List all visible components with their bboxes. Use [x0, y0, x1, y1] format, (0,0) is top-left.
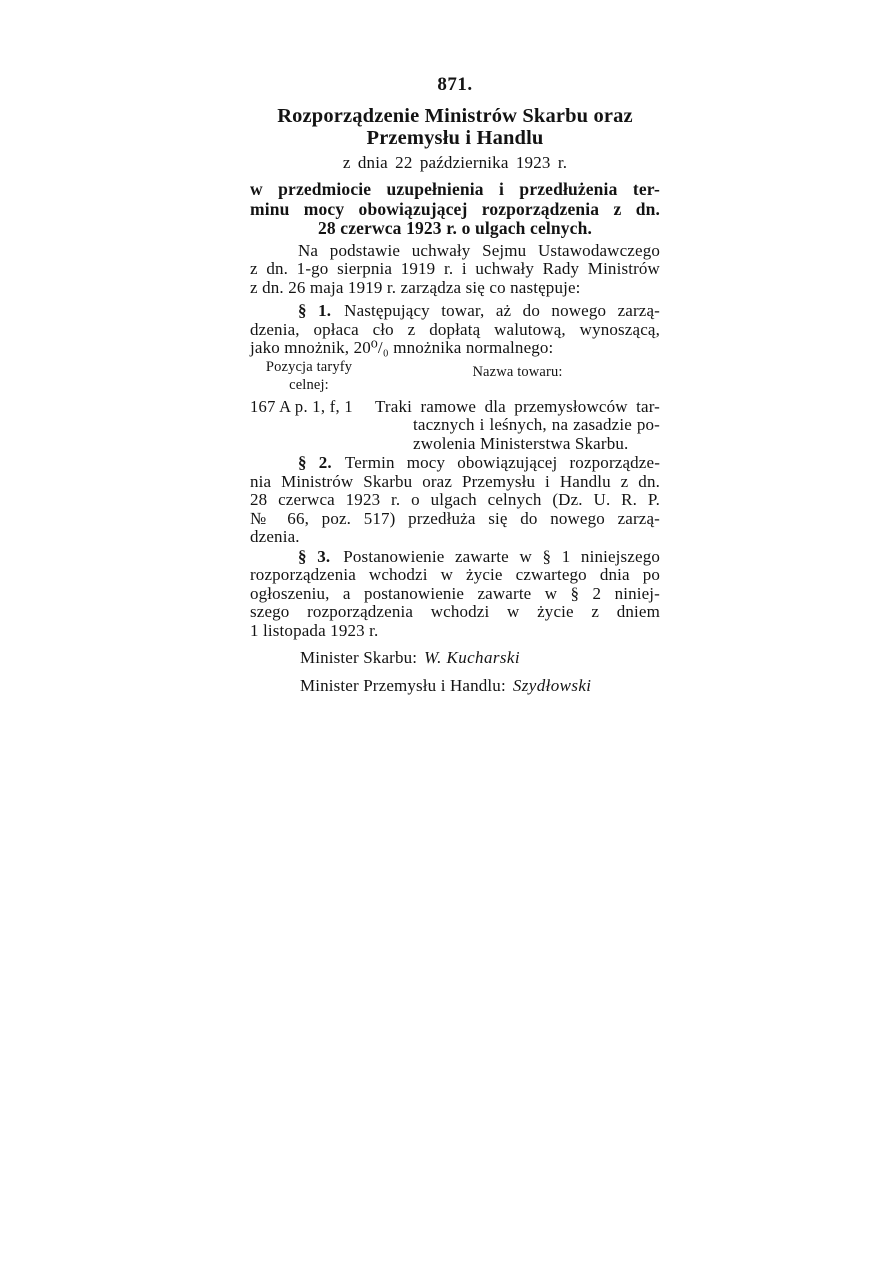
- paragraph-line: jako mnożnik, 20⁰/₀ mnożnika normalnego:: [250, 338, 554, 357]
- description-line: Traki ramowe dla przemysłowców tar-: [375, 396, 660, 416]
- paragraph-line: 1 listopada 1923 r.: [250, 620, 379, 640]
- section-marker: § 2.: [298, 453, 332, 472]
- paragraph-line: szego rozporządzenia wchodzi w życie z dniem: [250, 602, 660, 621]
- minister-office: Minister Przemysłu i Handlu:: [300, 676, 506, 695]
- section-first-line-text: Termin mocy obowiązującej rozporządze-: [344, 453, 660, 472]
- title-line: Rozporządzenie Ministrów Skarbu oraz: [277, 105, 633, 127]
- tariff-position-cell: 167 A p. 1, f, 1: [250, 396, 353, 416]
- paragraph-line: [250, 302, 660, 321]
- subject-paragraph: [250, 180, 660, 239]
- section-marker: § 3.: [298, 546, 331, 566]
- signature-line: [250, 648, 660, 667]
- paragraph-line: dzenia.: [250, 527, 300, 546]
- column-header-line: celnej:: [289, 377, 329, 393]
- paragraph-line: z dn. 1-go sierpnia 1919 r. i uchwały Rady Ministrów: [250, 259, 660, 278]
- paragraph-line: ogłoszeniu, a postanowienie zawarte w § 2 niniej-: [250, 583, 660, 603]
- subject-line: 28 czerwca 1923 r. o ulgach celnych.: [317, 218, 592, 238]
- tariff-table: [250, 360, 660, 454]
- paragraph-line: z dn. 26 maja 1919 r. zarządza się co następuje:: [250, 277, 581, 297]
- paragraph-line: [250, 454, 660, 473]
- regulation-document: [250, 75, 660, 695]
- date-line: z dnia 22 października 1923 r.: [342, 153, 568, 172]
- paragraph-line: nia Ministrów Skarbu oraz Przemysłu i Handlu z dn.: [250, 471, 660, 491]
- section-first-line-text: Postanowienie zawarte w § 1 niniejszego: [343, 546, 661, 566]
- section-1-paragraph: [250, 302, 660, 358]
- subject-line: w przedmiocie uzupełnienia i przedłużenia ter-: [250, 179, 660, 199]
- tariff-position-column-header: [250, 360, 368, 397]
- preamble-paragraph: [250, 242, 660, 298]
- act-number: 871.: [437, 74, 473, 95]
- paragraph-line: rozporządzenia wchodzi w życie czwartego dnia po: [250, 565, 660, 584]
- minister-name: Szydłowski: [512, 676, 592, 695]
- paragraph-line: 28 czerwca 1923 r. o ulgach celnych (Dz. U. R. P.: [250, 490, 660, 509]
- section-2-paragraph: [250, 454, 660, 547]
- paragraph-line: [250, 548, 660, 567]
- minister-name: W. Kucharski: [424, 648, 520, 667]
- paragraph-line: № 66, poz. 517) przedłuża się do nowego zarzą-: [250, 508, 660, 528]
- section-marker: § 1.: [298, 301, 332, 320]
- section-first-line-text: Następujący towar, aż do nowego zarzą-: [344, 301, 660, 320]
- paragraph-line: dzenia, opłaca cło z dopłatą walutową, wynoszącą,: [250, 319, 660, 339]
- signature-line: [250, 676, 660, 695]
- description-line: zwolenia Ministerstwa Skarbu.: [413, 433, 629, 453]
- title-line: Przemysłu i Handlu: [366, 127, 544, 149]
- column-header-line: Pozycja taryfy: [265, 358, 353, 375]
- goods-description-cell: [368, 398, 660, 454]
- description-line: tacznych i leśnych, na zasadzie po-: [413, 415, 660, 434]
- subject-line: minu mocy obowiązującej rozporządzenia z dn.: [250, 198, 660, 219]
- goods-name-column-header: Nazwa towaru:: [472, 363, 563, 380]
- tariff-table-header-row: [250, 360, 660, 397]
- tariff-table-row: [250, 398, 660, 454]
- document-title: [250, 105, 660, 149]
- paragraph-line: Na podstawie uchwały Sejmu Ustawodawczego: [298, 240, 660, 260]
- section-3-paragraph: [250, 548, 660, 641]
- minister-office: Minister Skarbu:: [300, 648, 418, 667]
